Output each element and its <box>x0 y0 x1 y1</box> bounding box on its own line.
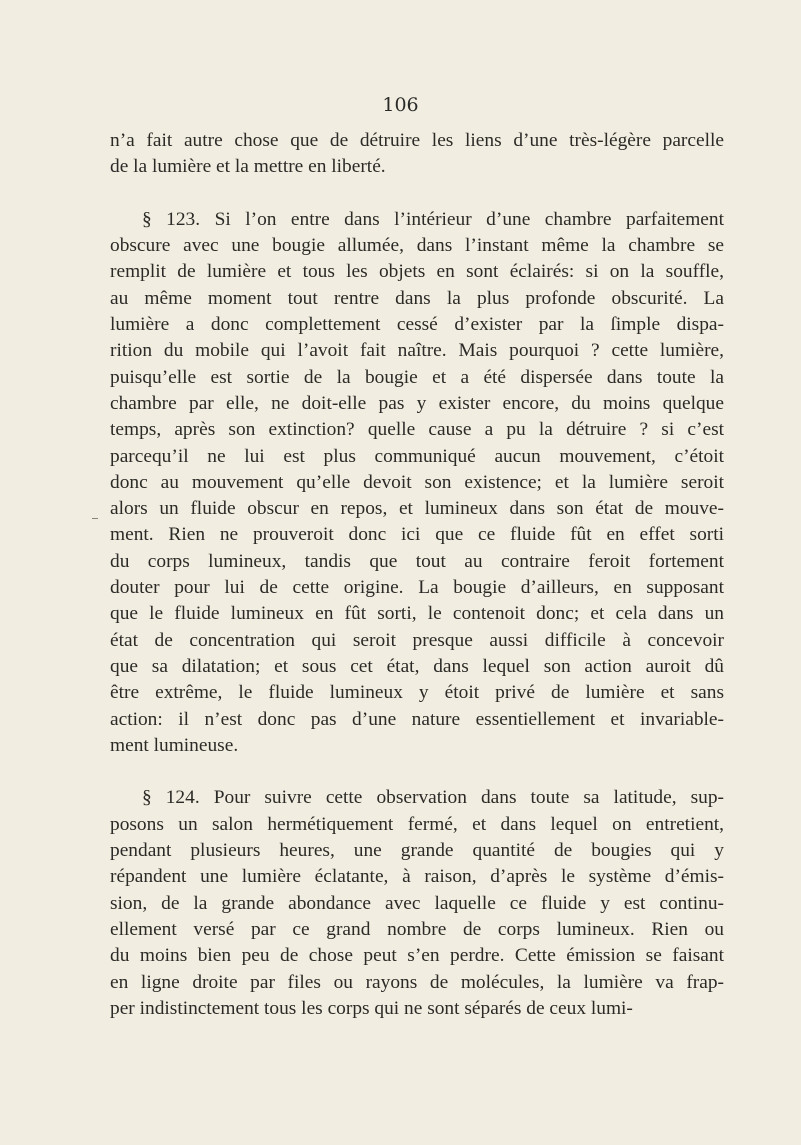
paragraph-gap <box>110 759 724 785</box>
text-line: en ligne droite par files ou rayons de molécules, la lumière va frap- <box>110 971 724 993</box>
text-line: action: il n’est donc pas d’une nature essentiellement et invariable- <box>110 708 724 730</box>
text-line: chambre par elle, ne doit-elle pas y exister encore, du moins quelque <box>110 392 724 414</box>
paragraph-3 <box>110 785 724 1022</box>
text-line: § 123. Si l’on entre dans l’intérieur d’une chambre parfaitement <box>142 208 724 230</box>
text-line: du corps lumineux, tandis que tout au contraire feroit fortement <box>110 550 724 572</box>
text-line: posons un salon hermétiquement fermé, et dans lequel on entretient, <box>110 813 724 835</box>
text-line: remplit de lumière et tous les objets en sont éclairés: si on la souffle, <box>110 261 724 283</box>
text-line: rition du mobile qui l’avoit fait naître. Mais pourquoi ? cette lumière, <box>110 340 724 362</box>
text-line: sion, de la grande abondance avec laquelle ce fluide y est continu- <box>110 892 724 914</box>
paragraph-1 <box>110 128 724 181</box>
text-line: ment. Rien ne prouveroit donc ici que ce fluide fût en effet sorti <box>110 524 724 546</box>
page-number: 106 <box>382 94 419 116</box>
text-line: douter pour lui de cette origine. La bougie d’ailleurs, en supposant <box>110 577 724 599</box>
paragraph-gap <box>110 181 724 207</box>
text-line: temps, après son extinction? quelle cause a pu la détruire ? si c’est <box>110 419 724 441</box>
text-line: état de concentration qui seroit presque aussi difficile à concevoir <box>110 629 724 651</box>
body-text <box>110 128 724 1022</box>
text-line: de la lumière et la mettre en liberté. <box>110 156 386 178</box>
text-line: puisqu’elle est sortie de la bougie et a été dispersée dans toute la <box>110 366 724 388</box>
paragraph-2 <box>110 207 724 759</box>
text-line: du moins bien peu de chose peut s’en perdre. Cette émission se faisant <box>110 945 724 967</box>
text-line: donc au mouvement qu’elle devoit son existence; et la lumière seroit <box>110 471 724 493</box>
text-line: § 124. Pour suivre cette observation dans toute sa latitude, sup- <box>142 787 724 809</box>
text-line: parcequ’il ne lui est plus communiqué aucun mouvement, c’étoit <box>110 445 724 467</box>
text-line: ment lumineuse. <box>110 734 239 756</box>
text-line: que sa dilatation; et sous cet état, dans lequel son action auroit dû <box>110 655 724 677</box>
text-line: ellement versé par ce grand nombre de corps lumineux. Rien ou <box>110 918 724 940</box>
text-line: n’a fait autre chose que de détruire les liens d’une très-légère parcelle <box>110 130 724 151</box>
text-line: lumière a donc complettement cessé d’exister par la ſimple dispa- <box>110 314 724 336</box>
text-line: obscure avec une bougie allumée, dans l’instant même la chambre se <box>110 235 724 257</box>
margin-mark <box>92 518 98 519</box>
text-line: alors un fluide obscur en repos, et lumineux dans son état de mouve- <box>110 498 724 520</box>
text-line: au même moment tout rentre dans la plus profonde obscurité. La <box>110 287 724 309</box>
text-line: répandent une lumière éclatante, à raison, d’après le système d’émis- <box>110 866 724 888</box>
text-line: per indistinctement tous les corps qui ne sont séparés de ceux lumi- <box>110 997 633 1019</box>
text-line: pendant plusieurs heures, une grande quantité de bougies qui y <box>110 840 724 862</box>
text-line: que le fluide lumineux en fût sorti, le contenoit donc; et cela dans un <box>110 603 724 625</box>
text-line: être extrême, le fluide lumineux y étoit privé de lumière et sans <box>110 682 724 704</box>
